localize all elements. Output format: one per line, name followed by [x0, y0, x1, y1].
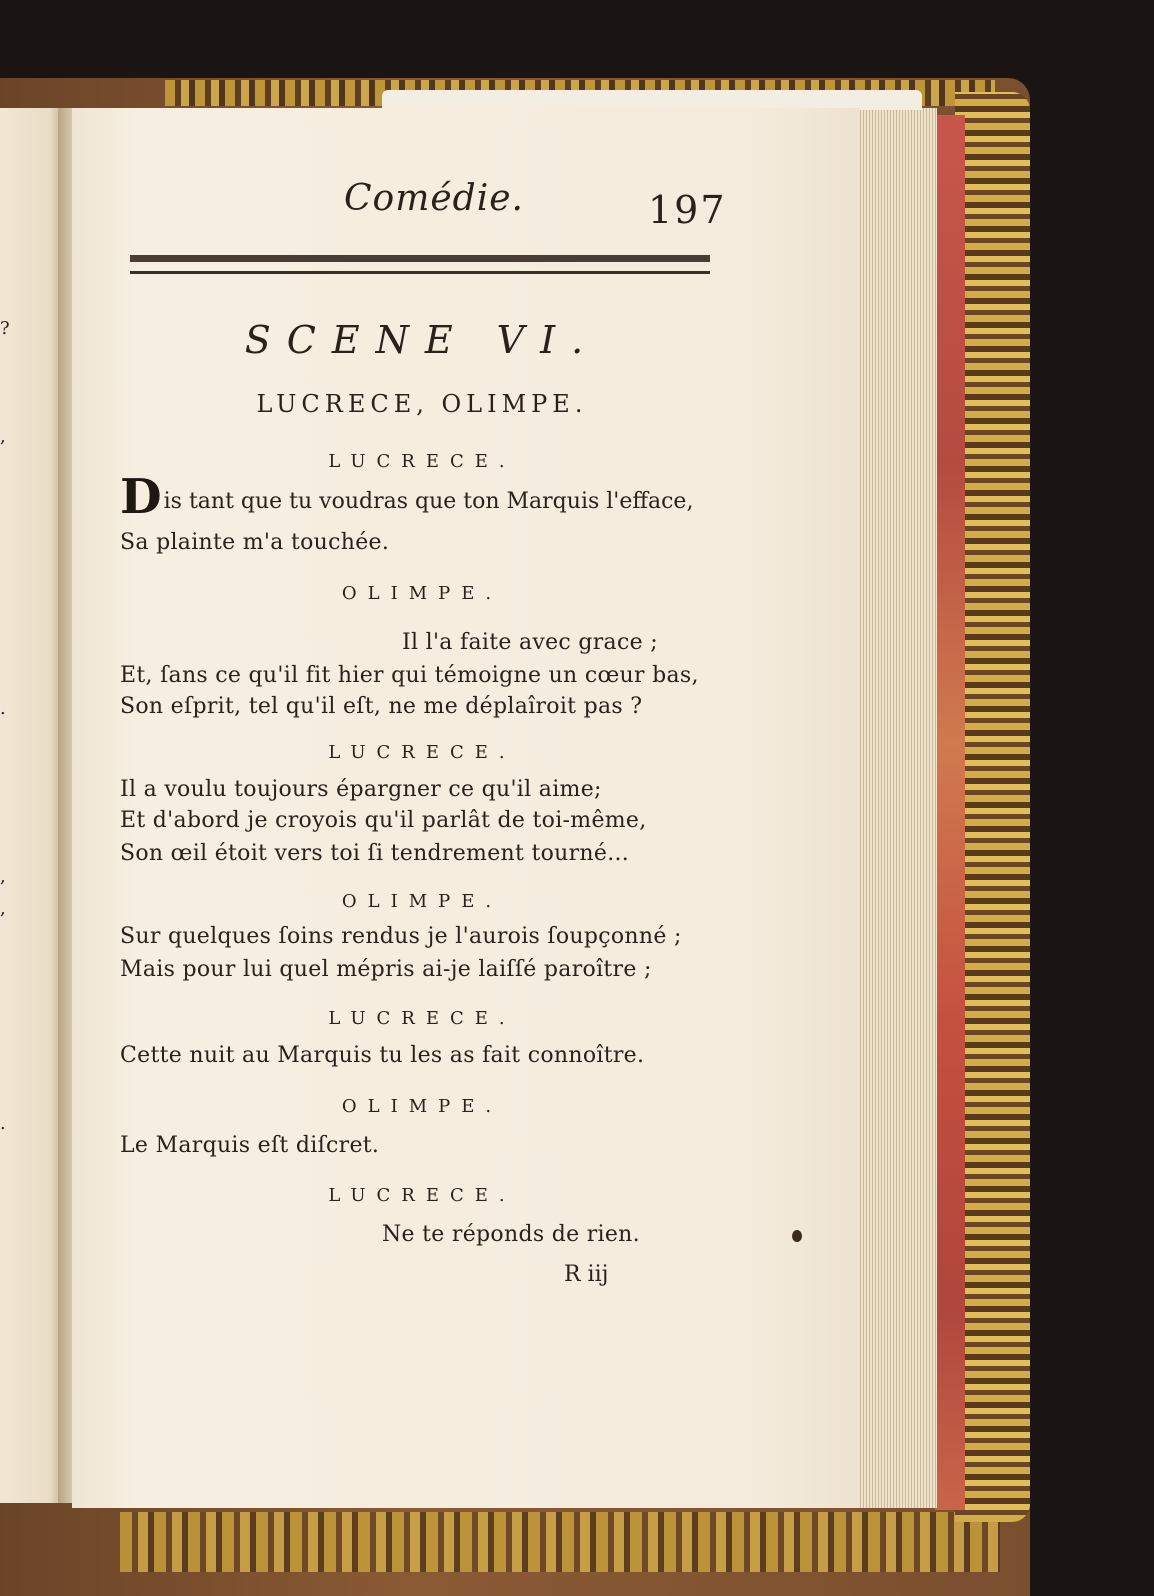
speaker-label: OLIMPE.: [341, 583, 503, 604]
right-page: [72, 108, 860, 1508]
left-page: [0, 108, 62, 1503]
drop-cap-rest: is tant que tu voudras que ton Marquis l'efface,: [163, 489, 694, 514]
page-edges: [855, 108, 937, 1508]
verse-line: Et, ſans ce qu'il fit hier qui témoigne un cœur bas,: [120, 663, 699, 688]
running-title: Comédie.: [344, 178, 524, 219]
scene-title: SCENE VI.: [244, 318, 600, 362]
verse-line: Sur quelques ſoins rendus je l'aurois ſoupçonné ;: [120, 924, 682, 949]
verse-line: Son œil étoit vers toi ſi tendrement tourné...: [120, 841, 630, 866]
verse-line: Et d'abord je croyois qu'il parlât de toi-même,: [120, 808, 647, 833]
speaker-label: LUCRECE.: [328, 1185, 516, 1206]
left-mark: ,: [0, 426, 6, 447]
book-spine: [955, 92, 1030, 1522]
verse-line: Sa plainte m'a touchée.: [120, 530, 390, 555]
bookmark-slip: [382, 90, 922, 110]
speaker-label: OLIMPE.: [341, 1096, 503, 1117]
speaker-label: OLIMPE.: [341, 891, 503, 912]
ink-speck: [792, 1230, 802, 1242]
verse-line: Mais pour lui quel mépris ai-je laiſſé paroître ;: [120, 957, 652, 982]
verse-line: Il a voulu toujours épargner ce qu'il aime;: [120, 777, 602, 802]
verse-line-first: [120, 469, 694, 525]
verse-line: Cette nuit au Marquis tu les as fait connoître.: [120, 1043, 645, 1068]
speaker-label: LUCRECE.: [328, 742, 516, 763]
verse-line: Il l'a faite avec grace ;: [402, 630, 658, 655]
header-rule-thin: [130, 271, 710, 274]
speaker-label: LUCRECE.: [328, 451, 516, 472]
left-mark: ,: [0, 866, 6, 887]
speaker-label: LUCRECE.: [328, 1008, 516, 1029]
header-rule-thick: [130, 255, 710, 262]
drop-cap: D: [120, 469, 162, 525]
marbled-edge: [935, 115, 965, 1510]
verse-line: Ne te réponds de rien.: [382, 1222, 640, 1247]
verse-line: Son eſprit, tel qu'il eſt, ne me déplaîroit pas ?: [120, 694, 643, 719]
left-mark: ,: [0, 898, 6, 919]
signature-mark: R iij: [564, 1262, 609, 1287]
verse-line: Le Marquis eſt diſcret.: [120, 1133, 380, 1158]
left-mark: ?: [0, 318, 10, 339]
scene-characters: LUCRECE, OLIMPE.: [256, 390, 588, 418]
gilt-edge-bottom: [120, 1512, 1000, 1572]
page-number: 197: [648, 188, 727, 232]
left-mark: .: [0, 1113, 6, 1134]
left-mark: .: [0, 698, 6, 719]
